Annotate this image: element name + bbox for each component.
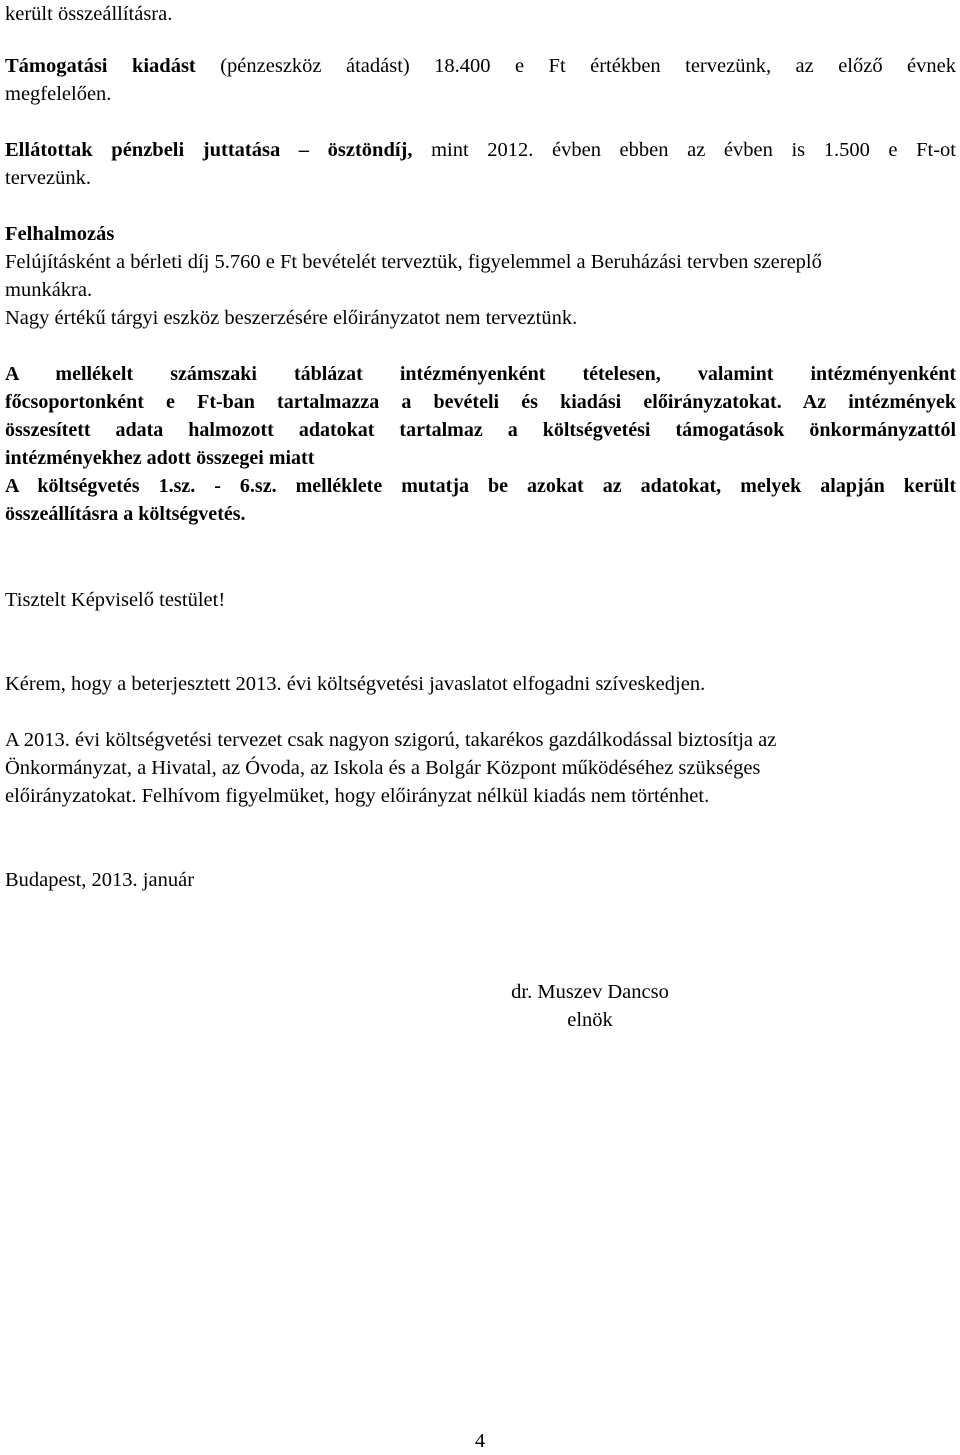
benefits-paragraph: [5, 136, 956, 192]
page-number: 4: [474, 1430, 486, 1452]
request-text: Kérem, hogy a beterjesztett 2013. évi költségvetési javaslatot elfogadni szíveskedjen.: [5, 673, 706, 695]
attachment-paragraph: [5, 360, 956, 528]
closing-line-1: A 2013. évi költségvetési tervezet csak nagyon szigorú, takarékos gazdálkodással biztosítja az: [5, 729, 777, 751]
signature-block: [490, 978, 690, 1034]
attachment-line-3: összesített adata halmozott adatokat tartalmaz a költségvetési támogatások önkormányzattól: [5, 419, 956, 441]
attachment-line-2: főcsoportonként e Ft-ban tartalmazza a bevételi és kiadási előirányzatokat. Az intézmények: [5, 391, 956, 413]
support-paragraph: [5, 52, 956, 108]
accumulation-line-2: munkákra.: [5, 279, 93, 301]
attachment-line-1: A mellékelt számszaki táblázat intézményenként tételesen, valamint intézményenként: [5, 363, 956, 385]
place-date: Budapest, 2013. január: [5, 869, 195, 891]
signature-name: dr. Muszev Dancso: [511, 981, 669, 1003]
attachment-line-6: összeállításra a költségvetés.: [5, 503, 246, 525]
closing-line-3: előirányzatokat. Felhívom figyelmüket, hogy előirányzat nélkül kiadás nem történhet.: [5, 785, 710, 807]
benefits-bold-label: Ellátottak pénzbeli juttatása – ösztöndíj,: [5, 139, 413, 161]
accumulation-section: [5, 220, 956, 332]
support-line-1: Támogatási kiadást (pénzeszköz átadást) 18.400 e Ft értékben tervezünk, az előző évnek: [5, 55, 956, 77]
support-line-2: megfelelően.: [5, 83, 112, 105]
benefits-line-1: Ellátottak pénzbeli juttatása – ösztöndíj, mint 2012. évben ebben az évben is 1.500 e Ft-ot: [5, 139, 956, 161]
closing-line-2: Önkormányzat, a Hivatal, az Óvoda, az Iskola és a Bolgár Központ működéséhez szükséges: [5, 757, 761, 779]
benefits-line-2: tervezünk.: [5, 167, 91, 189]
signature-title: elnök: [567, 1009, 613, 1031]
accumulation-heading: Felhalmozás: [5, 223, 115, 245]
attachment-line-5: A költségvetés 1.sz. - 6.sz. melléklete mutatja be azokat az adatokat, melyek alapján került: [5, 475, 956, 497]
accumulation-line-3: Nagy értékű tárgyi eszköz beszerzésére előirányzatot nem terveztünk.: [5, 307, 578, 329]
accumulation-line-1: Felújításként a bérleti díj 5.760 e Ft bevételét terveztük, figyelemmel a Beruházási tervben szereplő: [5, 251, 822, 273]
attachment-line-4: intézményekhez adott összegei miatt: [5, 447, 315, 469]
closing-paragraph: [5, 726, 956, 810]
support-bold-label: Támogatási kiadást: [5, 55, 196, 77]
continuation-text: került összeállításra.: [5, 3, 173, 25]
salutation: Tisztelt Képviselő testület!: [5, 589, 226, 611]
